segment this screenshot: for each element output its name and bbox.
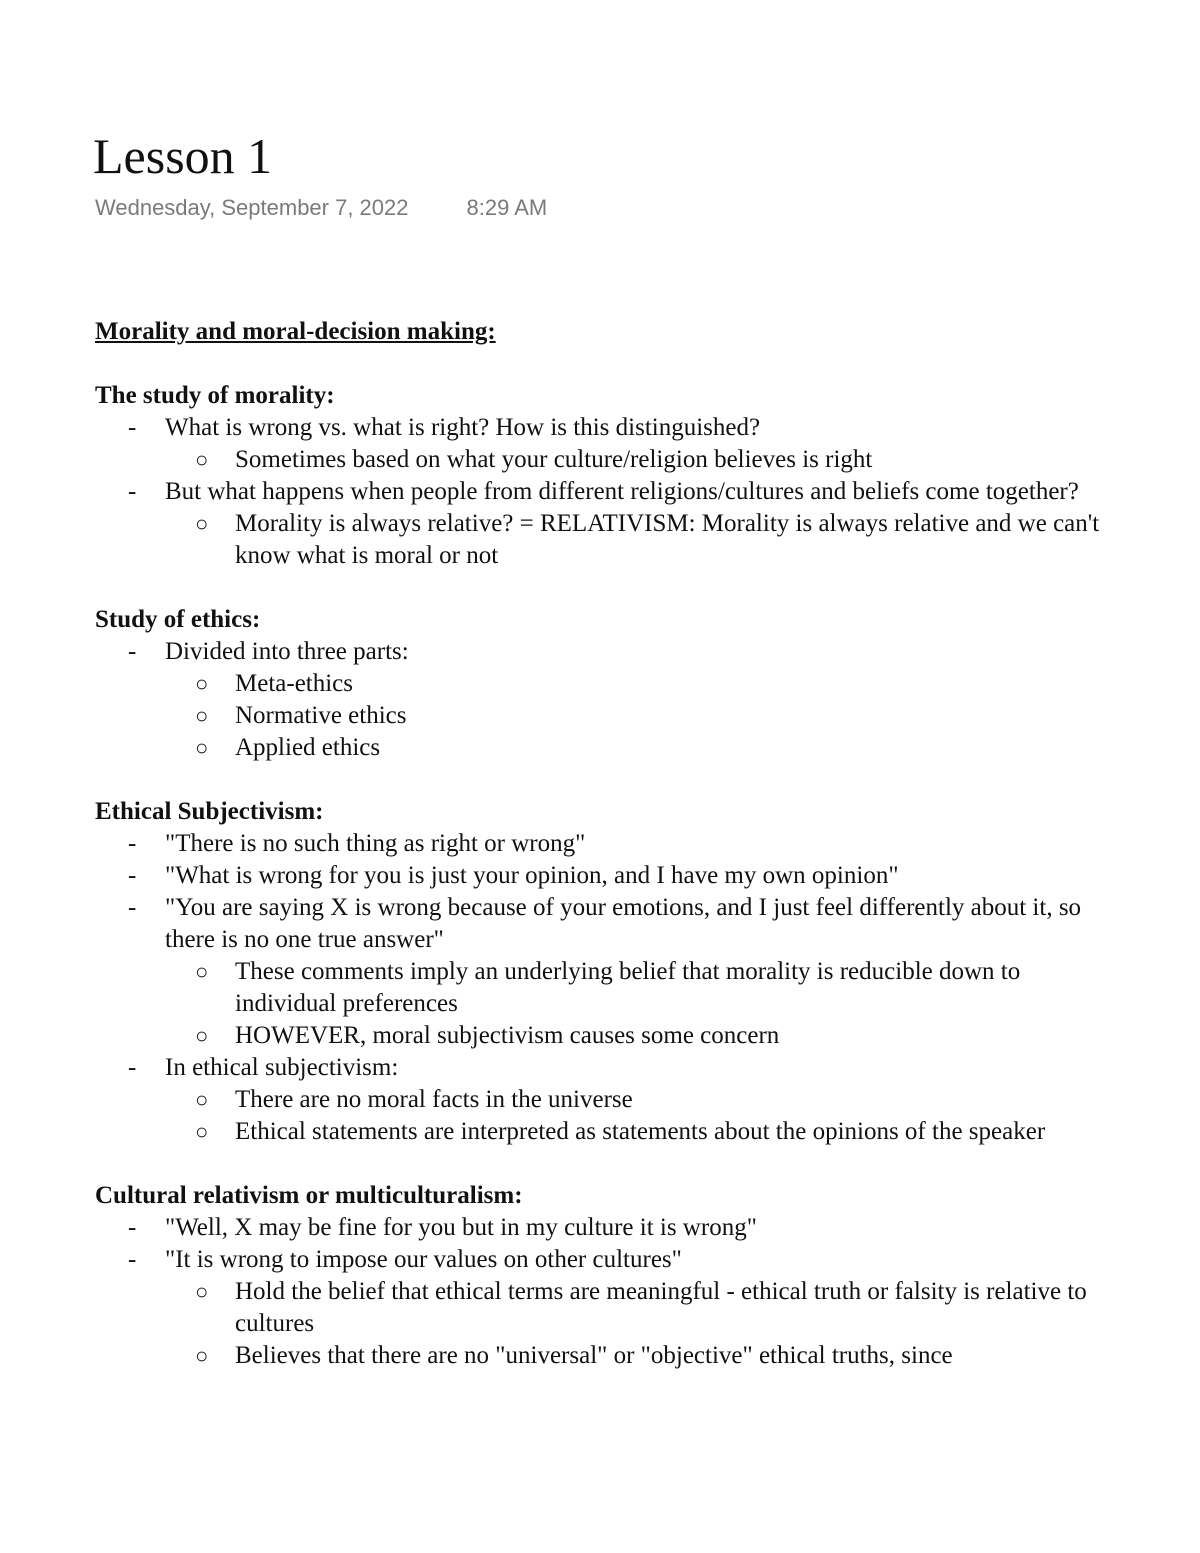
list-item bbox=[95, 476, 1115, 572]
dash-bullet-icon: - bbox=[128, 830, 137, 857]
spacer bbox=[95, 348, 1115, 380]
list-item bbox=[95, 636, 1115, 764]
list-item-text: In ethical subjectivism: bbox=[165, 1054, 399, 1081]
list-item-text: "Well, X may be fine for you but in my culture it is wrong" bbox=[165, 1214, 757, 1241]
sub-list-item bbox=[165, 1276, 1115, 1340]
list-item-text: "What is wrong for you is just your opinion, and I have my own opinion" bbox=[165, 862, 899, 889]
sub-list-item bbox=[165, 508, 1115, 572]
dash-bullet-icon: - bbox=[128, 1246, 137, 1273]
sub-list-item-text: Sometimes based on what your culture/religion believes is right bbox=[235, 446, 873, 473]
dash-bullet-icon: - bbox=[128, 1054, 137, 1081]
sub-list-item-text: Morality is always relative? = RELATIVISM: Morality is always relative and we can't know what is moral or not bbox=[235, 510, 1100, 569]
circle-bullet-icon: ○ bbox=[195, 1087, 209, 1112]
circle-bullet-icon: ○ bbox=[195, 735, 209, 760]
sub-list-item bbox=[165, 668, 1115, 700]
circle-bullet-icon: ○ bbox=[195, 511, 209, 536]
note-body bbox=[95, 316, 1115, 1436]
bullet-list bbox=[95, 828, 1115, 1148]
sub-bullet-list bbox=[165, 508, 1115, 572]
spacer bbox=[95, 572, 1115, 604]
list-item bbox=[95, 860, 1115, 892]
dash-bullet-icon: - bbox=[128, 638, 137, 665]
spacer bbox=[95, 1148, 1115, 1180]
sub-list-item bbox=[165, 1084, 1115, 1116]
bullet-list bbox=[95, 412, 1115, 572]
sub-bullet-list bbox=[165, 1276, 1115, 1372]
sub-list-item-text: These comments imply an underlying belief that morality is reducible down to individual preferences bbox=[235, 958, 1021, 1017]
bullet-list bbox=[95, 1212, 1115, 1372]
sub-bullet-list bbox=[165, 668, 1115, 764]
sections-container bbox=[95, 380, 1115, 1372]
note-timestamp bbox=[95, 193, 547, 223]
sub-list-item-text: Believes that there are no "universal" or "objective" ethical truths, since bbox=[235, 1342, 953, 1369]
sub-list-item bbox=[165, 1116, 1115, 1148]
dash-bullet-icon: - bbox=[128, 862, 137, 889]
list-item-text: "There is no such thing as right or wrong" bbox=[165, 830, 586, 857]
sub-bullet-list bbox=[165, 956, 1115, 1052]
circle-bullet-icon: ○ bbox=[195, 447, 209, 472]
bullet-list bbox=[95, 636, 1115, 764]
sub-list-item bbox=[165, 732, 1115, 764]
sub-list-item-text: Ethical statements are interpreted as statements about the opinions of the speaker bbox=[235, 1118, 1046, 1145]
list-item-text: "You are saying X is wrong because of your emotions, and I just feel differently about it, so there is no one true answer" bbox=[165, 894, 1082, 953]
circle-bullet-icon: ○ bbox=[195, 1279, 209, 1304]
list-item-text: "It is wrong to impose our values on other cultures" bbox=[165, 1246, 682, 1273]
page-title: Lesson 1 bbox=[93, 128, 273, 184]
section-heading: Cultural relativism or multiculturalism: bbox=[95, 1182, 523, 1209]
dash-bullet-icon: - bbox=[128, 894, 137, 921]
section-heading: Study of ethics: bbox=[95, 606, 261, 633]
section-heading: Ethical Subjectivism: bbox=[95, 798, 324, 825]
list-item bbox=[95, 828, 1115, 860]
sub-list-item-text: There are no moral facts in the universe bbox=[235, 1086, 633, 1113]
circle-bullet-icon: ○ bbox=[195, 671, 209, 696]
note-time: 8:29 AM bbox=[466, 195, 548, 220]
circle-bullet-icon: ○ bbox=[195, 1343, 209, 1368]
sub-list-item-text: Meta-ethics bbox=[235, 670, 354, 697]
main-heading: Morality and moral-decision making: bbox=[95, 318, 496, 345]
dash-bullet-icon: - bbox=[128, 414, 137, 441]
dash-bullet-icon: - bbox=[128, 478, 137, 505]
list-item bbox=[95, 1244, 1115, 1372]
sub-list-item bbox=[165, 956, 1115, 1020]
spacer bbox=[95, 764, 1115, 796]
section-heading: The study of morality: bbox=[95, 382, 335, 409]
circle-bullet-icon: ○ bbox=[195, 1119, 209, 1144]
sub-list-item-text: Normative ethics bbox=[235, 702, 407, 729]
note-date: Wednesday, September 7, 2022 bbox=[95, 195, 409, 220]
list-item bbox=[95, 1052, 1115, 1148]
sub-bullet-list bbox=[165, 444, 1115, 476]
sub-list-item bbox=[165, 1340, 1115, 1372]
circle-bullet-icon: ○ bbox=[195, 959, 209, 984]
sub-list-item-text: Applied ethics bbox=[235, 734, 381, 761]
circle-bullet-icon: ○ bbox=[195, 1023, 209, 1048]
list-item-text: Divided into three parts: bbox=[165, 638, 409, 665]
sub-list-item-text: HOWEVER, moral subjectivism causes some concern bbox=[235, 1022, 780, 1049]
circle-bullet-icon: ○ bbox=[195, 703, 209, 728]
sub-list-item-text: Hold the belief that ethical terms are meaningful - ethical truth or falsity is relative to cultures bbox=[235, 1278, 1087, 1337]
sub-list-item bbox=[165, 1020, 1115, 1052]
list-item-text: But what happens when people from different religions/cultures and beliefs come together? bbox=[165, 478, 1079, 505]
list-item bbox=[95, 892, 1115, 1052]
list-item-text: What is wrong vs. what is right? How is this distinguished? bbox=[165, 414, 761, 441]
sub-bullet-list bbox=[165, 1084, 1115, 1148]
dash-bullet-icon: - bbox=[128, 1214, 137, 1241]
sub-list-item bbox=[165, 444, 1115, 476]
list-item bbox=[95, 412, 1115, 476]
list-item bbox=[95, 1212, 1115, 1244]
sub-list-item bbox=[165, 700, 1115, 732]
